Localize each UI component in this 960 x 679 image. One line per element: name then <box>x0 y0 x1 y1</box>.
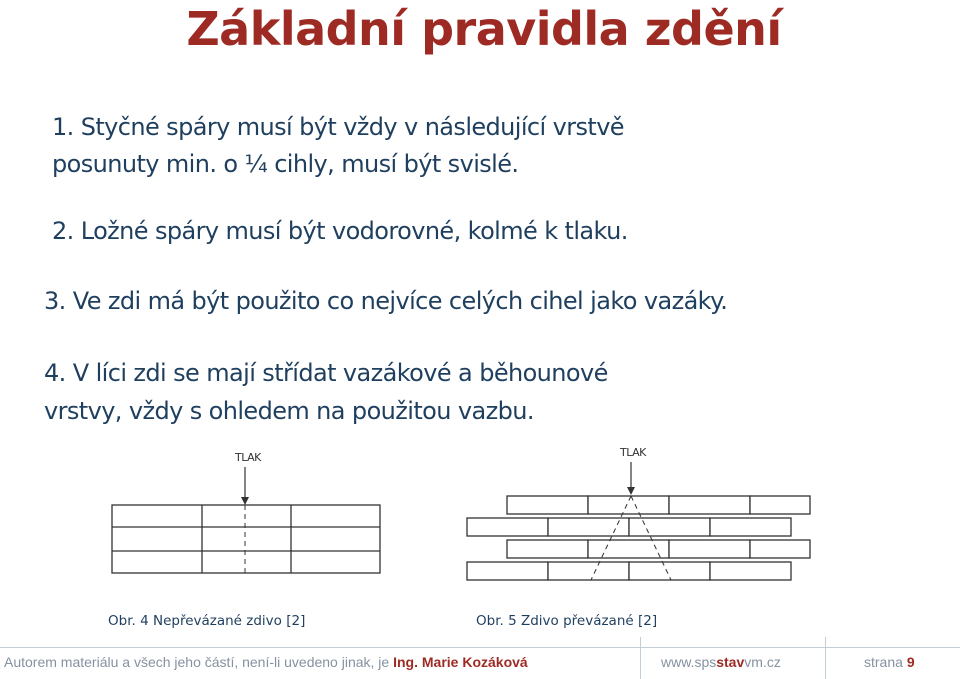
rule-1-line-2: posunuty min. o ¼ cihly, musí být svislé. <box>52 150 519 178</box>
rule-1-text: Styčné spáry musí být vždy v následující vrstvě <box>80 113 624 141</box>
footer-separator-1 <box>640 637 641 679</box>
unbonded-bricks <box>112 505 380 573</box>
rule-1-line-1 <box>52 109 624 146</box>
footer-website[interactable] <box>661 654 781 670</box>
rule-2-text: Ložné spáry musí být vodorovné, kolmé k tlaku. <box>80 217 628 245</box>
footer-site-highlight: stav <box>716 654 745 670</box>
figure-bonded-wall <box>455 440 820 585</box>
figure-1-pressure-label: TLAK <box>235 451 261 464</box>
footer-site-suffix: vm.cz <box>744 654 781 670</box>
footer-divider <box>0 647 960 648</box>
footer-page-number: 9 <box>906 654 915 670</box>
rule-4-number: 4. <box>44 359 66 387</box>
footer-author-name: Ing. Marie Kozáková <box>393 654 528 670</box>
figure-1-caption: Obr. 4 Nepřevázané zdivo [2] <box>108 613 306 629</box>
rule-2 <box>52 213 628 250</box>
pressure-arrow-head <box>241 497 249 505</box>
rule-1-number: 1. <box>52 113 74 141</box>
figure-unbonded-wall <box>100 445 400 585</box>
rule-4-text: V líci zdi se mají střídat vazákové a běhounové <box>72 359 608 387</box>
rule-3-text: Ve zdi má být použito co nejvíce celých cihel jako vazáky. <box>72 287 728 315</box>
figure-2-pressure-label: TLAK <box>620 446 646 459</box>
figure-2-caption: Obr. 5 Zdivo převázané [2] <box>476 613 658 629</box>
footer-author-text: Autorem materiálu a všech jeho částí, není-li uvedeno jinak, je <box>4 654 394 670</box>
footer-author <box>4 654 528 670</box>
rule-4-line-1 <box>44 355 608 392</box>
page-title: Základní pravidla zdění <box>186 2 782 56</box>
rule-2-number: 2. <box>52 217 74 245</box>
bonded-bricks <box>467 496 810 580</box>
rule-3-number: 3. <box>44 287 66 315</box>
footer-site-prefix: www.sps <box>661 654 717 670</box>
footer-page-label: strana <box>864 654 903 670</box>
footer-separator-2 <box>825 637 826 679</box>
footer-page <box>864 654 915 670</box>
rule-4-line-2: vrstvy, vždy s ohledem na použitou vazbu. <box>44 397 534 425</box>
rule-3 <box>44 283 727 320</box>
pressure-arrow-head <box>627 487 635 495</box>
